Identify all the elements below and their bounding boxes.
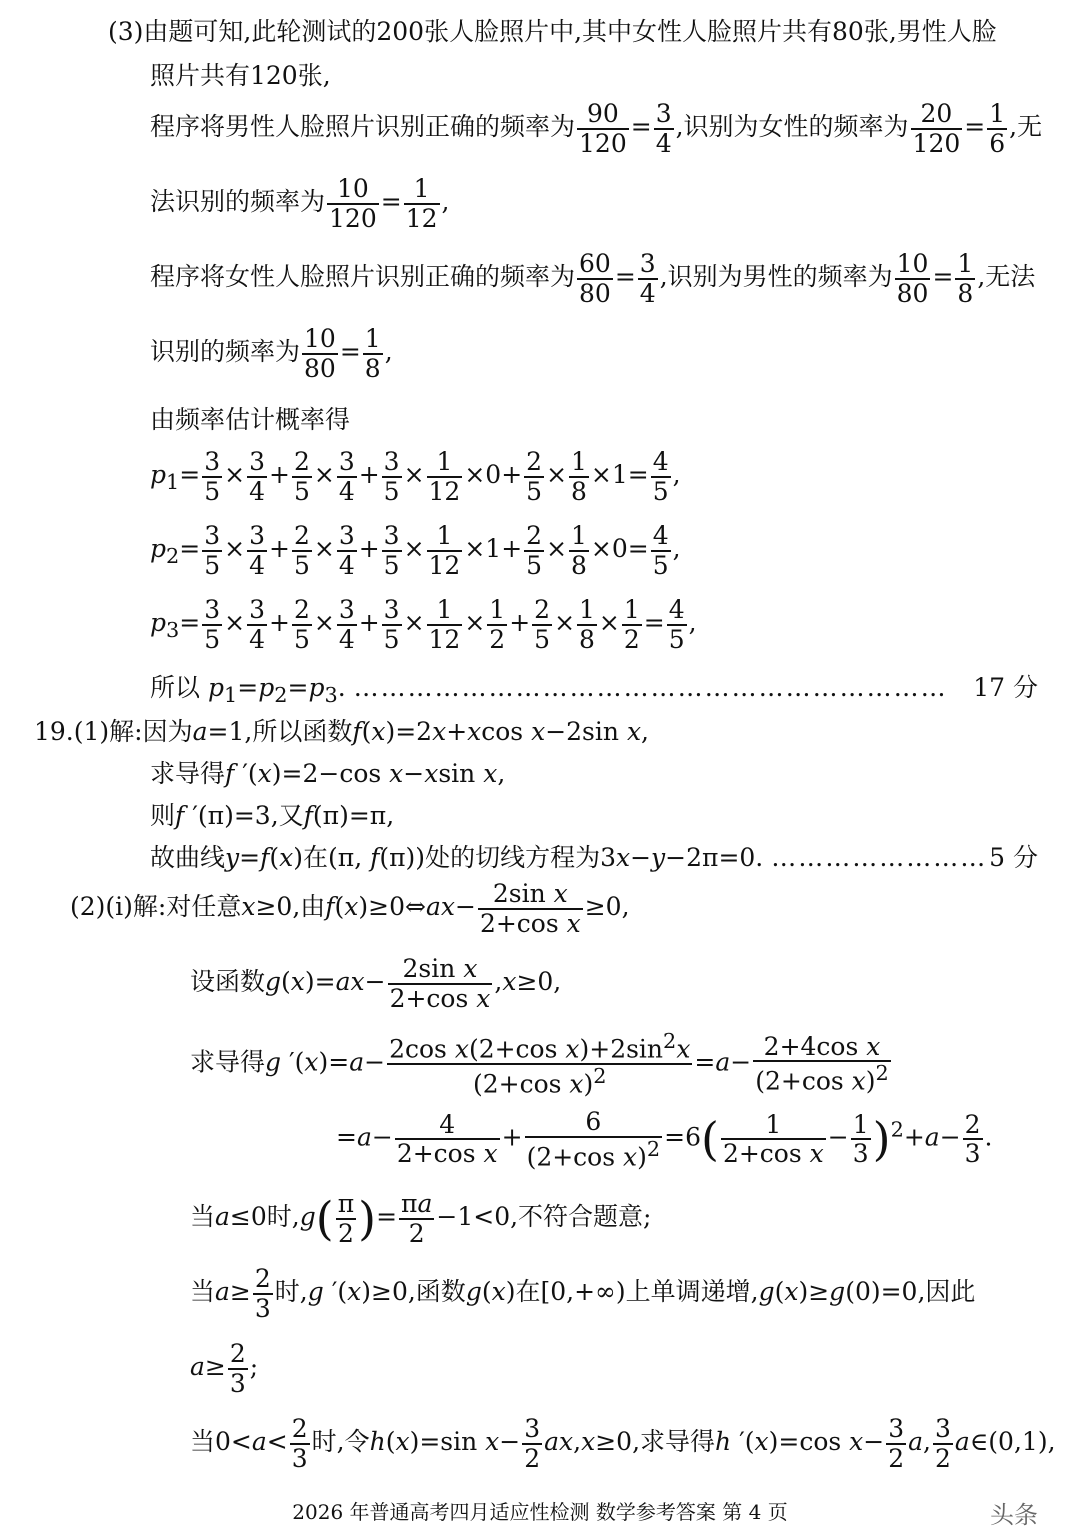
q19-case-a-nonpositive: 当a≤0时,g( $\frac{\pi}{2}$ )= $\frac{\pi a}{2}$ −1<0,不符合题意; bbox=[190, 1189, 652, 1248]
formula-p2: $p_2=$ $\frac{3}{5}$ × $\frac{3}{4}$ + $\frac{2}{5}$ × $\frac{3}{4}$ + $\frac{3}{5}$ × $\frac{1}{12}$ ×1+ $\frac{2}{5}$ × $\frac{1}{8}$ ×0= $\frac{4}{5}$ , bbox=[150, 521, 681, 580]
part3-intro-line1: (3)由题可知,此轮测试的200张人脸照片中,其中女性人脸照片共有80张,男性人脸 bbox=[108, 17, 997, 46]
q19-part1-derivative: 求导得f ′(x)=2−cos x−xsin x, bbox=[150, 759, 506, 788]
q19-part2-intro: (2)(i)解:对任意x≥0,由f(x)≥0⇔ax− $\frac{\text{2sin x}}{\text{2+cos x}}$ ≥0, bbox=[70, 879, 630, 938]
part3-score: 17 分 bbox=[973, 673, 1038, 702]
part3-male-unrecognized-line: 法识别的频率为 $\frac{10}{120}$ = $\frac{1}{12}$ , bbox=[150, 174, 450, 233]
q19-case-a-large: 当a≥ $\frac{2}{3}$ 时,g ′(x)≥0,函数g(x)在[0,+∞)上单调递增,g(x)≥g(0)=0,因此 bbox=[190, 1264, 976, 1323]
q19-part1-tangent: 故曲线y=f(x)在(π, f(π))处的切线方程为3x−y−2π=0. …………………… bbox=[150, 843, 988, 872]
part3-conclusion: 所以 $p_1=p_2=p_3$. ………………………………………………………… bbox=[150, 673, 948, 707]
q19-case-a-middle: 当0<a< $\frac{2}{3}$ 时,令h(x)=sin x− $\frac{3}{2}$ ax,x≥0,求导得h ′(x)=cos x− $\frac{3}{2}$ a, $\frac{3}{2}$ a∈(0,1), bbox=[190, 1414, 1056, 1473]
q19-part1-intro: 19.(1)解:因为a=1,所以函数f(x)=2x+xcos x−2sin x, bbox=[34, 717, 649, 746]
part3-female-unrecognized-line: 识别的频率为 $\frac{10}{80}$ = $\frac{1}{8}$ , bbox=[150, 324, 393, 383]
part3-female-line: 程序将女性人脸照片识别正确的频率为 $\frac{60}{80}$ = $\frac{3}{4}$ ,识别为男性的频率为 $\frac{10}{80}$ = $\frac{1}{8}$ ,无法 bbox=[150, 249, 1036, 308]
part3-male-line: 程序将男性人脸照片识别正确的频率为 $\frac{90}{120}$ = $\frac{3}{4}$ ,识别为女性的频率为 $\frac{20}{120}$ = $\frac{1}{6}$ ,无 bbox=[150, 99, 1043, 158]
q19-part1-values: 则f ′(π)=3,又f(π)=π, bbox=[150, 801, 395, 830]
q19-case-a-large-result: a≥ $\frac{2}{3}$ ; bbox=[190, 1339, 259, 1398]
q19-g-derivative-simplified: =a− $\frac{4}{\text{2+cos x}}$ + $\frac{6}{(2+\cos x)^2}$ =6( $\frac{1}{\text{2+cos x}}$ − $\frac{1}{3}$ )$^2$+a− $\frac{2}{3}$ . bbox=[336, 1107, 993, 1171]
q19-function-g: 设函数g(x)=ax− $\frac{\text{2sin x}}{\text{2+cos x}}$ ,x≥0, bbox=[190, 954, 562, 1013]
part3-estimate-line: 由频率估计概率得 bbox=[150, 405, 351, 434]
q19-part1-score: 5 分 bbox=[989, 843, 1038, 872]
watermark: 头条 bbox=[990, 1501, 1038, 1529]
page-footer: 2026 年普通高考四月适应性检测 数学参考答案 第 4 页 bbox=[292, 1500, 788, 1524]
part3-intro-line2: 照片共有120张, bbox=[150, 61, 331, 90]
q19-g-derivative: 求导得g ′(x)=a− $\frac{2\cos x(2+\cos x)+2\sin^2x}{(2+\cos x)^2}$ =a− $\frac{\text{2+4cos x}}{(2+\cos x)^2}$ bbox=[190, 1029, 889, 1099]
formula-p3: $p_3=$ $\frac{3}{5}$ × $\frac{3}{4}$ + $\frac{2}{5}$ × $\frac{3}{4}$ + $\frac{3}{5}$ × $\frac{1}{12}$ × $\frac{1}{2}$ + $\frac{2}{5}$ × $\frac{1}{8}$ × $\frac{1}{2}$ = $\frac{4}{5}$ , bbox=[150, 595, 697, 654]
formula-p1: $p_1=$ $\frac{3}{5}$ × $\frac{3}{4}$ + $\frac{2}{5}$ × $\frac{3}{4}$ + $\frac{3}{5}$ × $\frac{1}{12}$ ×0+ $\frac{2}{5}$ × $\frac{1}{8}$ ×1= $\frac{4}{5}$ , bbox=[150, 447, 681, 506]
